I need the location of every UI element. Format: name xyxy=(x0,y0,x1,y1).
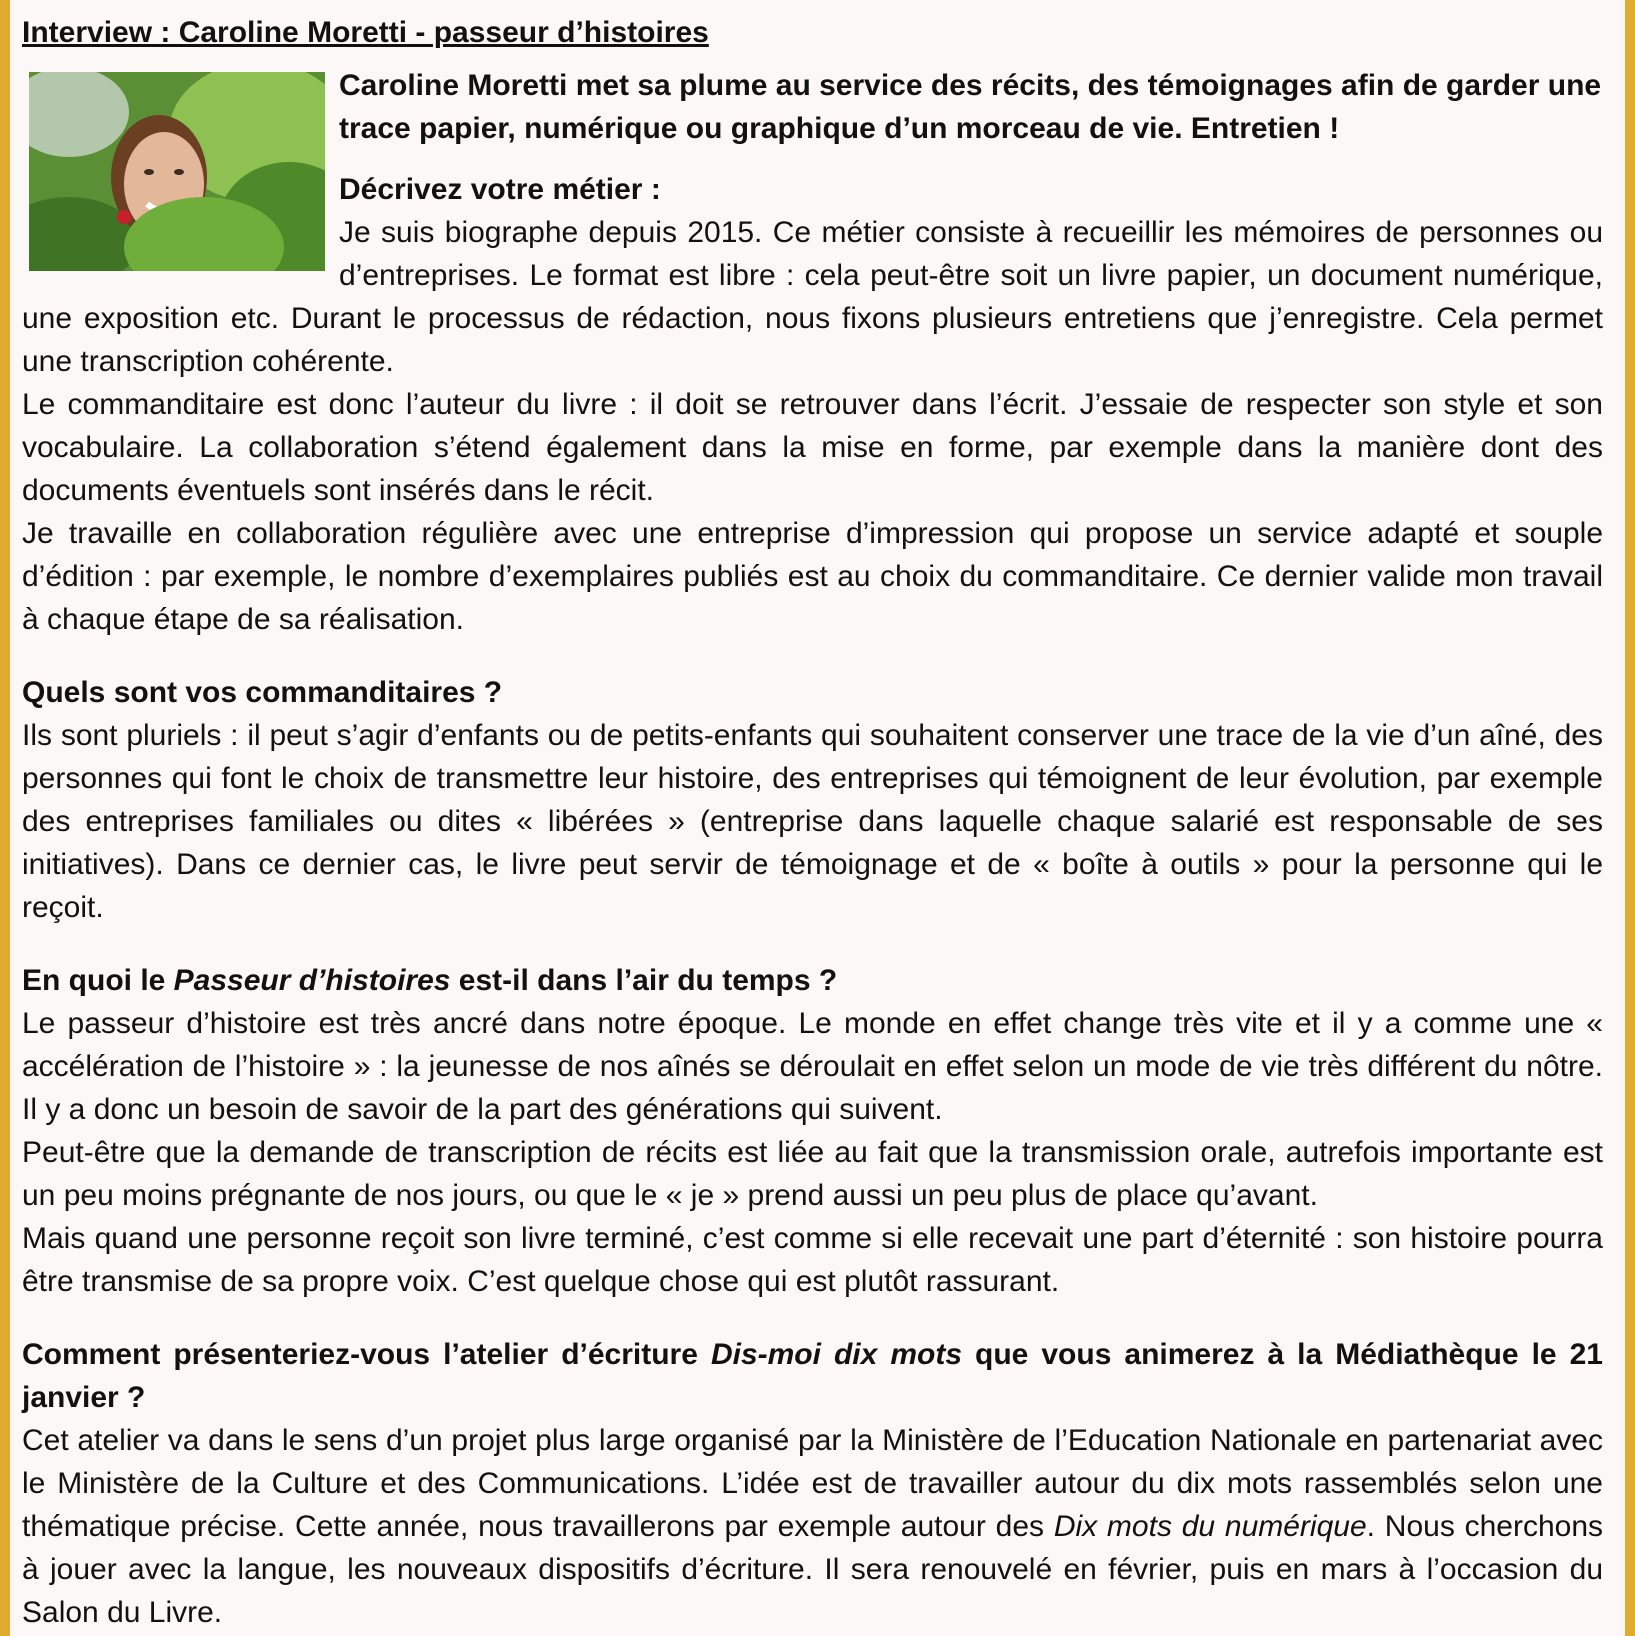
paragraph: Ils sont pluriels : il peut s’agir d’enfants ou de petits-enfants qui souhaitent conserver une trace de la vie d’un aîné, des personnes qui font le choix de transmettre leur histoire, des entreprises qui témoignent de leur évolution, par exemple des entreprises familiales ou dites « libérées » (entreprise dans laquelle chaque salarié est responsable de ses initiatives). Dans ce dernier cas, le livre peut servir de témoignage et de « boîte à outils » pour la personne qui le reçoit. xyxy=(22,719,1603,924)
section-heading-air-du-temps: En quoi le Passeur d’histoires est-il dans l’air du temps ? xyxy=(22,964,838,997)
paragraph: Mais quand une personne reçoit son livre terminé, c’est comme si elle recevait une part d’éternité : son histoire pourra être transmise de sa propre voix. C’est quelque chose qui est plutôt rassurant. xyxy=(22,1222,1603,1298)
portrait-photo-icon xyxy=(29,72,325,271)
paragraph: Je suis biographe depuis 2015. Ce métier consiste à recueillir les mémoires de personnes ou d’entreprises. Le format est libre : cela peut-être soit un livre papier, un document numérique, une exposition etc. Durant le processus de rédaction, nous fixons plusieurs entretiens que j’enregistre. Cela permet une transcription cohérente. xyxy=(22,216,1603,378)
paragraph: Je travaille en collaboration régulière avec une entreprise d’impression qui propose un service adapté et souple d’édition : par exemple, le nombre d’exemplaires publiés est au choix du commanditaire. Ce dernier valide mon travail à chaque étape de sa réalisation. xyxy=(22,517,1603,636)
section-heading-commanditaires: Quels sont vos commanditaires ? xyxy=(22,676,503,709)
article-body xyxy=(22,12,1603,1634)
article-lede: Caroline Moretti met sa plume au service des récits, des témoignages afin de garder une trace papier, numérique ou graphique d’un morceau de vie. Entretien ! xyxy=(339,69,1602,145)
section-heading-atelier: Comment présenteriez-vous l’atelier d’écriture Dis-moi dix mots que vous animerez à la Médiathèque le 21 janvier ? xyxy=(22,1338,1603,1414)
article-title: Interview : Caroline Moretti - passeur d’histoires xyxy=(22,16,709,49)
section-heading-metier: Décrivez votre métier : xyxy=(339,173,661,206)
paragraph: Peut-être que la demande de transcription de récits est liée au fait que la transmission orale, autrefois importante est un peu moins prégnante de nos jours, ou que le « je » prend aussi un peu plus de place qu’avant. xyxy=(22,1136,1603,1212)
paragraph: Le passeur d’histoire est très ancré dans notre époque. Le monde en effet change très vite et il y a comme une « accélération de l’histoire » : la jeunesse de nos aînés se déroulait en effet selon un mode de vie très différent du nôtre. Il y a donc un besoin de savoir de la part des générations qui suivent. xyxy=(22,1007,1603,1126)
document-page xyxy=(10,0,1625,1636)
portrait-photo xyxy=(29,72,325,271)
paragraph: Le commanditaire est donc l’auteur du livre : il doit se retrouver dans l’écrit. J’essaie de respecter son style et son vocabulaire. La collaboration s’étend également dans la mise en forme, par exemple dans la manière dont des documents éventuels sont insérés dans le récit. xyxy=(22,388,1603,507)
paragraph: Cet atelier va dans le sens d’un projet plus large organisé par la Ministère de l’Education Nationale en partenariat avec le Ministère de la Culture et des Communications. L’idée est de travailler autour du dix mots rassemblés selon une thématique précise. Cette année, nous travaillerons par exemple autour des Dix mots du numérique. Nous cherchons à jouer avec la langue, les nouveaux dispositifs d’écriture. Il sera renouvelé en février, puis en mars à l’occasion du Salon du Livre. xyxy=(22,1424,1604,1629)
